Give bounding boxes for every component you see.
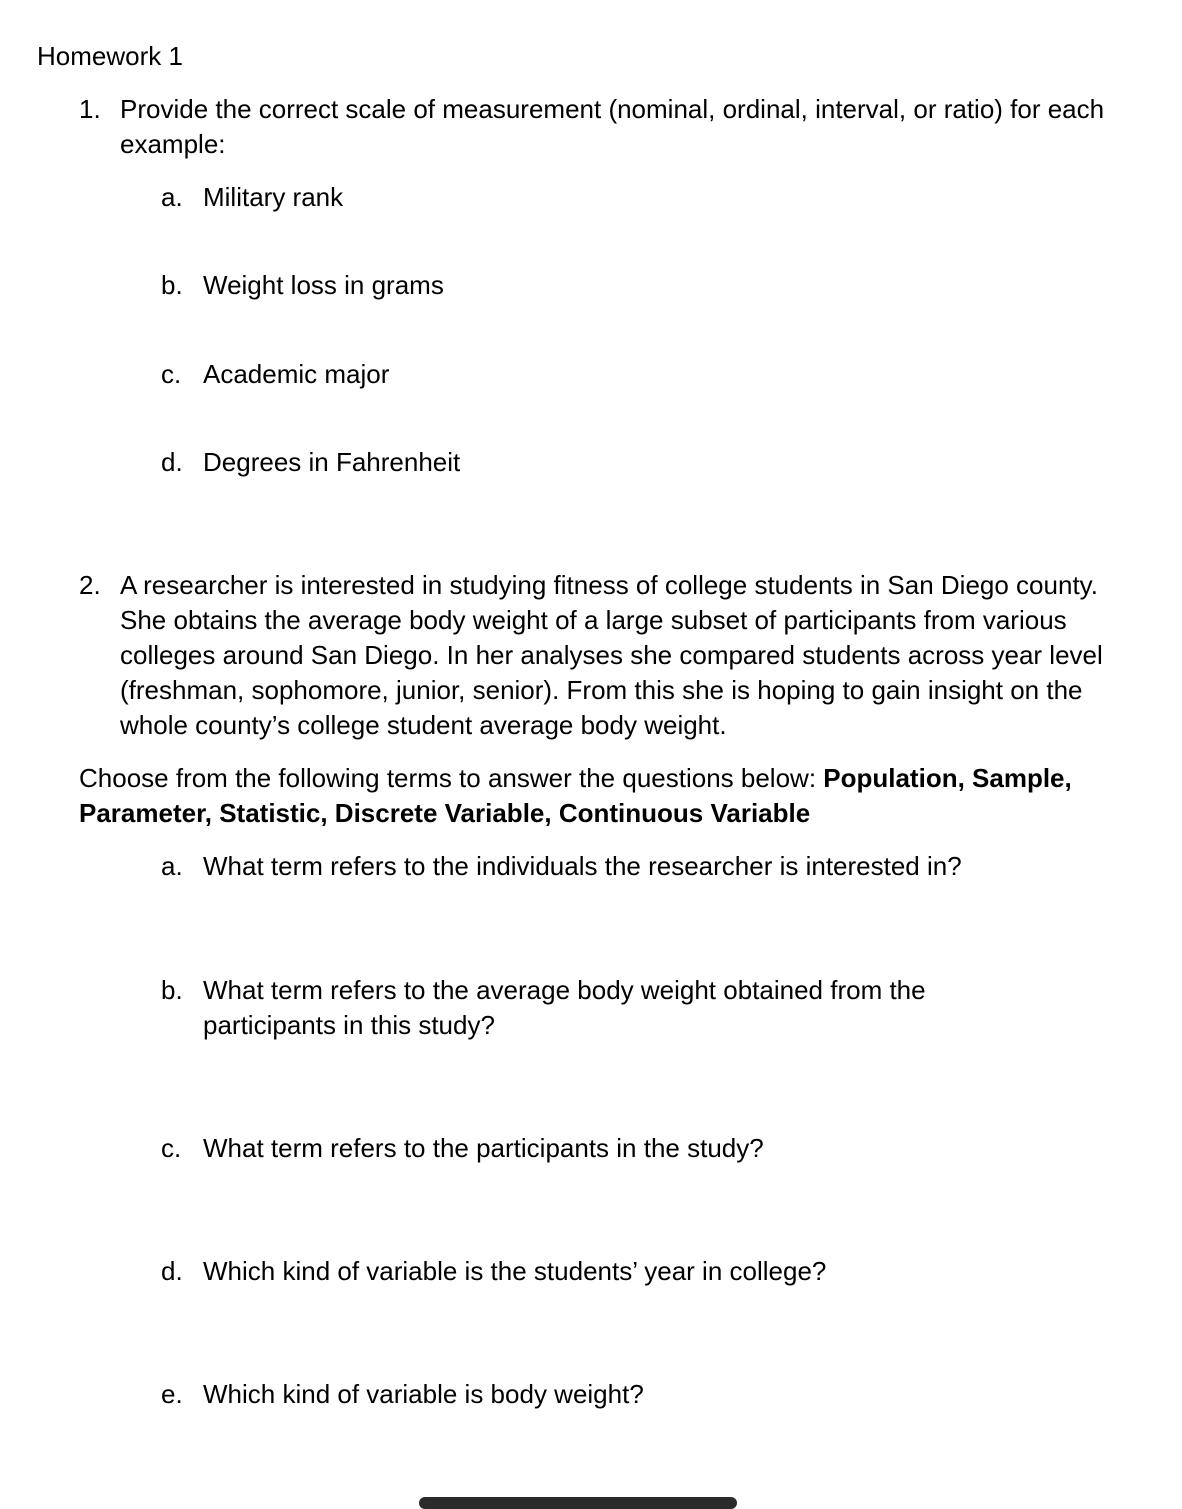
q2-item-a-letter: a.	[161, 851, 183, 881]
q1-item-a-text: Military rank	[203, 182, 344, 212]
q1-item-a-letter: a.	[161, 182, 183, 212]
q1-item-b-text: Weight loss in grams	[203, 270, 444, 300]
q1-item-d-letter: d.	[161, 447, 183, 477]
document-title: Homework 1	[37, 41, 183, 71]
q1-item-b-letter: b.	[161, 270, 183, 300]
q2-item-d-text: Which kind of variable is the students’ year in college?	[203, 1256, 827, 1286]
q1-item-c-letter: c.	[161, 359, 182, 389]
terms-instructions	[79, 761, 1139, 831]
q2-item-c-letter: c.	[161, 1133, 182, 1163]
q2-item-d-letter: d.	[161, 1256, 183, 1286]
question-2-text: A researcher is interested in studying fitness of college students in San Diego county. She obtains the average body weight of a large subset of participants from various colleges around San Diego. In her analyses she compared students across year level (freshman, sophomore, junior, senior). From this she is hoping to gain insight on the whole county’s college student average body weight.	[120, 570, 1103, 740]
question-1-number: 1.	[79, 94, 101, 124]
q2-item-c-text: What term refers to the participants in the study?	[203, 1133, 764, 1163]
q2-item-e-text: Which kind of variable is body weight?	[203, 1379, 644, 1409]
q2-item-b-text: What term refers to the average body weight obtained from the participants in this study?	[203, 975, 926, 1040]
q1-item-d-text: Degrees in Fahrenheit	[203, 447, 461, 477]
terms-instructions-prefix: Choose from the following terms to answer the questions below:	[79, 763, 824, 793]
terms-list: Population, Sample, Parameter, Statistic, Discrete Variable, Continuous Variable	[79, 763, 1072, 828]
question-1-text: Provide the correct scale of measurement (nominal, ordinal, interval, or ratio) for each example:	[120, 94, 1105, 159]
q2-item-b-letter: b.	[161, 975, 183, 1005]
q2-item-a-text: What term refers to the individuals the researcher is interested in?	[203, 851, 962, 881]
question-2-number: 2.	[79, 570, 101, 600]
q1-item-c-text: Academic major	[203, 359, 390, 389]
q2-item-e-letter: e.	[161, 1379, 183, 1409]
scroll-handle[interactable]	[419, 1497, 737, 1509]
